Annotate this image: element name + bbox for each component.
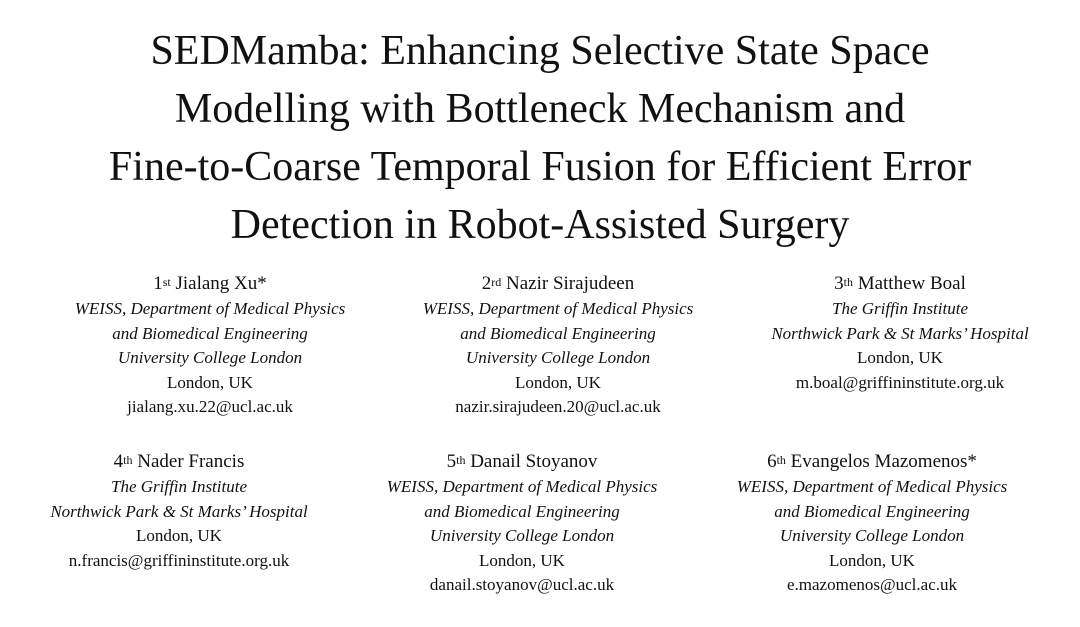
author-affiliation-line: WEISS, Department of Medical Physics [74,299,346,318]
paper-title [0,22,1080,254]
author-block [30,270,390,420]
author-name: Jialang Xu* [175,273,267,294]
author-affiliation-line: and Biomedical Engineering [424,501,620,521]
author-email: nazir.sirajudeen.20@ucl.ac.uk [455,397,661,416]
author-ordinal: 5 [446,451,457,472]
author-affiliation-line: WEISS, Department of Medical Physics [386,477,658,496]
author-affiliation-line: Northwick Park & St Marks’ Hospital [50,501,308,521]
author-block [342,448,702,598]
author-email: danail.stoyanov@ucl.ac.uk [429,575,615,594]
author-name-line [342,448,702,475]
title-line: SEDMamba: Enhancing Selective State Space [150,28,930,74]
author-block [378,270,738,420]
author-location: London, UK [857,348,943,367]
author-name: Nader Francis [137,451,245,472]
author-ordinal: 6 [767,451,777,472]
author-ordinal-suffix: th [456,453,466,467]
author-name: Nazir Sirajudeen [506,273,635,294]
author-affiliation-line: WEISS, Department of Medical Physics [422,299,694,318]
author-name: Evangelos Mazomenos* [790,451,977,472]
author-email: e.mazomenos@ucl.ac.uk [786,575,957,594]
author-name-line [692,448,1052,475]
author-ordinal-suffix: th [843,275,853,289]
author-location: London, UK [829,550,915,570]
author-ordinal: 4 [113,451,124,472]
author-ordinal-suffix: st [162,275,171,289]
author-ordinal-suffix: rd [491,275,502,289]
author-location: London, UK [515,372,601,392]
author-block [0,448,359,573]
author-location: London, UK [479,550,565,570]
author-name-line [30,270,390,297]
author-email: n.francis@griffininstitute.org.uk [68,550,290,570]
author-affiliation-line: University College London [779,526,965,545]
author-affiliation-line: and Biomedical Engineering [774,501,970,521]
author-affiliation-line: and Biomedical Engineering [112,323,308,343]
author-email: m.boal@griffininstitute.org.uk [795,372,1005,392]
author-ordinal: 3 [834,273,844,294]
author-name-line [720,270,1080,297]
author-email: jialang.xu.22@ucl.ac.uk [127,397,293,416]
author-block [720,270,1080,395]
author-ordinal-suffix: th [776,453,786,467]
author-name: Danail Stoyanov [470,451,598,472]
author-affiliation-line: Northwick Park & St Marks’ Hospital [771,323,1029,343]
title-line: Modelling with Bottleneck Mechanism and [174,86,906,132]
author-affiliation-line: The Griffin Institute [111,477,247,496]
author-location: London, UK [136,526,222,545]
author-affiliation-line: and Biomedical Engineering [460,323,656,343]
author-name-line [378,270,738,297]
author-affiliation-line: The Griffin Institute [832,299,968,318]
author-ordinal: 2 [481,273,492,294]
author-affiliation-line: WEISS, Department of Medical Physics [736,477,1008,496]
author-block [692,448,1052,598]
author-location: London, UK [167,372,253,392]
author-ordinal-suffix: th [123,453,133,467]
author-ordinal: 1 [153,273,163,294]
author-name-line [0,448,359,475]
title-line: Detection in Robot-Assisted Surgery [230,202,850,248]
author-affiliation-line: University College London [429,526,615,545]
author-affiliation-line: University College London [465,348,651,367]
author-affiliation-line: University College London [117,348,303,367]
author-name: Matthew Boal [857,273,966,294]
title-line: Fine-to-Coarse Temporal Fusion for Efficient Error [108,144,972,190]
